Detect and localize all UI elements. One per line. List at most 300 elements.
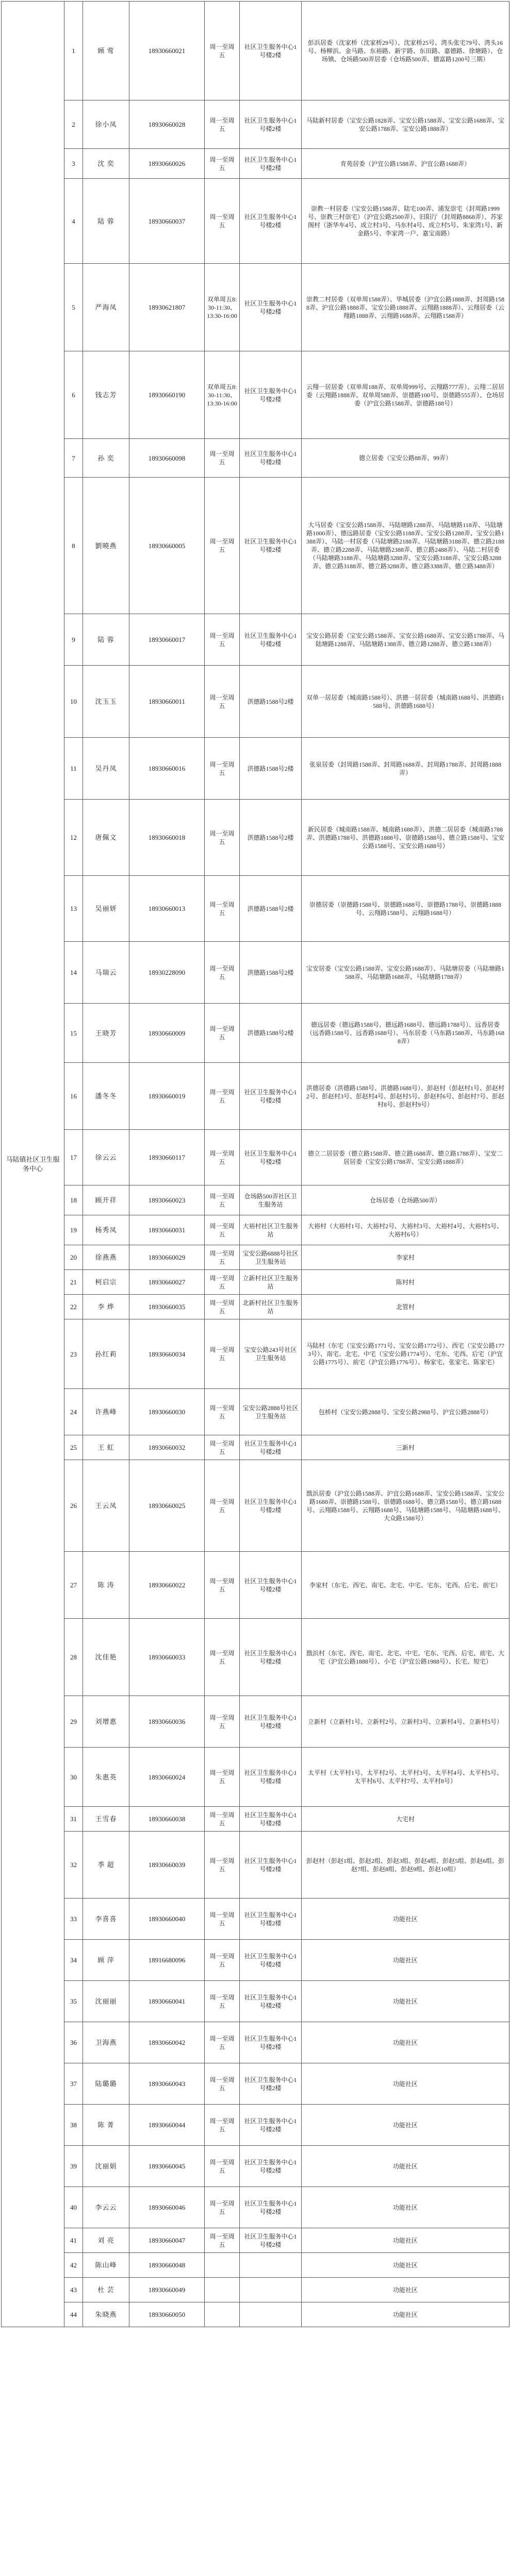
service-location: 社区卫生服务中心1号楼2楼 [240,1063,302,1130]
service-location: 社区卫生服务中心1号楼2楼 [240,1807,302,1832]
table-row [2,1215,509,1245]
row-number: 11 [64,738,83,800]
row-number: 10 [64,666,83,738]
doctor-name: 顾 莺 [83,2,129,100]
service-scope: 德远居委（德远路1588号、德远路1688号、德远路1788号）、远香居委（远香路1588号、远香路1688号）、马东居委（马东路1588弄、马东路1688弄） [302,1004,509,1063]
service-scope: 功能社区 [302,2278,509,2302]
service-hours: 双单周五8:30-11:30、13:30-16:00 [205,264,240,351]
service-location: 宝安公路243号社区卫生服务站 [240,1319,302,1389]
service-scope: 功能社区 [302,2022,509,2063]
phone-number: 18930660038 [129,1807,205,1832]
row-number: 33 [64,1899,83,1940]
phone-number: 18930660045 [129,2146,205,2187]
phone-number: 18930660011 [129,666,205,738]
phone-number: 18930660013 [129,876,205,942]
doctor-name: 李云云 [83,2187,129,2228]
row-number: 39 [64,2146,83,2187]
service-location: 社区卫生服务中心1号楼2楼 [240,2,302,100]
service-scope: 功能社区 [302,2253,509,2278]
service-hours: 周一至周五 [205,1460,240,1552]
service-location: 洪德路1588号2楼 [240,942,302,1004]
service-location: 社区卫生服务中心1号楼2楼 [240,614,302,666]
phone-number: 18930660005 [129,478,205,614]
service-hours: 双单周五8:30-11:30、13:30-16:00 [205,351,240,439]
doctor-name: 许燕峰 [83,1389,129,1435]
service-scope: 崇教一村居委（宝安公路1588弄、陆宅100弄、浦发崇宅（封周路1999号、崇教三村崇宅）（沪宜公路2500弄）、旧阳厅（封周路8868弄）、苏家阁村（浙华车4号、成立村3号、马东村4号、成立村5号、朱家湾1号、新金路5号、李家湾一户、嘉宝南路） [302,179,509,264]
table-row [2,2228,509,2253]
service-location: 社区卫生服务中心1号楼2楼 [240,1552,302,1619]
service-location: 洪德路1588号2楼 [240,666,302,738]
row-number: 27 [64,1552,83,1619]
doctor-name: 陆璐璐 [83,2063,129,2105]
row-number: 28 [64,1619,83,1696]
service-location: 社区卫生服务中心1号楼2楼 [240,2187,302,2228]
service-hours: 周一至周五 [205,100,240,149]
service-location: 社区卫生服务中心1号楼2楼 [240,439,302,478]
table-row [2,1807,509,1832]
service-location: 宝安公路6888号社区卫生服务站 [240,1245,302,1270]
doctor-name: 潘冬冬 [83,1063,129,1130]
row-number: 20 [64,1245,83,1270]
service-table [1,1,509,2327]
service-location: 社区卫生服务中心1号楼2楼 [240,2228,302,2253]
service-location: 社区卫生服务中心1号楼2楼 [240,1981,302,2022]
phone-number: 18930660047 [129,2228,205,2253]
service-hours: 周一至周五 [205,1063,240,1130]
doctor-name: 王雪春 [83,1807,129,1832]
service-scope: 包桥村（宝安公路2888号、宝安公路2988号、沪宜公路2888号） [302,1389,509,1435]
service-hours: 周一至周五 [205,1319,240,1389]
table-row [2,478,509,614]
doctor-name: 王 虹 [83,1435,129,1460]
table-row [2,2302,509,2327]
row-number: 22 [64,1295,83,1319]
doctor-name: 沈丽丽 [83,1981,129,2022]
phone-number: 18930660027 [129,1270,205,1295]
service-hours: 周一至周五 [205,1552,240,1619]
service-hours: 周一至周五 [205,942,240,1004]
service-hours: 周一至周五 [205,1435,240,1460]
row-number: 3 [64,149,83,179]
service-scope: 立新村（立新村1号、立新村2号、立新村3号、立新村4号、立新村5号） [302,1696,509,1748]
row-number: 37 [64,2063,83,2105]
row-number: 8 [64,478,83,614]
phone-number: 18930660033 [129,1619,205,1696]
phone-number: 18930660023 [129,1185,205,1215]
service-scope: 张泉居委（封周路1588弄、封周路1688弄、封周路1788弄、封周路1888弄） [302,738,509,800]
service-scope: 大马居委（宝安公路1588弄、马陆塘路1288弄、马陆塘路118弄、马陆塘路1000弄）、德远路居委（宝安公路1188弄、宝安公路1288弄、宝安公路1388弄）、马陆一村居委（马陆塘路2188弄、马陆塘路3188弄、德立路2188弄、德立路2288弄、马陆塘路2388弄、德立路2488弄）、马陆二村居委（马陆塘路3188弄、马陆塘路3288弄、宝安公路3188弄、宝安公路3288弄、德立路3188弄、德立路3288弄、德立路3388弄、德立路3488弄） [302,478,509,614]
service-scope: 马陆村（东宅（宝安公路1771号、宝安公路1772号）、西宅（宝安公路1773号）、南宅、北宅、中宅（宝安公路1774号）、宅东、宅西、后宅（沪宜公路1775号）、前宅（沪宜公路1776号）、杨家宅、张家宅、陈家宅） [302,1319,509,1389]
table-row [2,1696,509,1748]
service-hours: 周一至周五 [205,1748,240,1807]
doctor-name: 顾 萍 [83,1940,129,1981]
service-location: 洪德路1588号2楼 [240,1004,302,1063]
doctor-name: 杨秀凤 [83,1215,129,1245]
service-location: 社区卫生服务中心1号楼2楼 [240,2022,302,2063]
table-row [2,2105,509,2146]
phone-number: 18930660032 [129,1435,205,1460]
table-row [2,2022,509,2063]
service-scope: 戬浜村（东宅、西宅、南宅、北宅、中宅、宅东、宅西、后宅、前宅、大宅（沪宜公路1888号）、小宅（沪宜公路1988号）、长宅、短宅） [302,1619,509,1696]
table-row [2,439,509,478]
service-location: 社区卫生服务中心1号楼2楼 [240,2063,302,2105]
service-location: 立新村社区卫生服务站 [240,1270,302,1295]
table-row [2,1389,509,1435]
doctor-name: 沈丽娟 [83,2146,129,2187]
row-number: 15 [64,1004,83,1063]
service-scope: 马陆新村居委（宝安公路1828弄、宝安公路1588弄、宝安公路1688弄、宝安公路1788弄、宝安公路1888弄） [302,100,509,149]
service-scope: 云翔一居居委（双单周188弄、双单周999号、云翔路777弄）、云翔二居居委（云翔路1888弄、双单周588弄、崇德路100号、崇德路555弄）、仓场居委（沪宜公路1588弄、崇德路188号） [302,351,509,439]
table-row [2,1245,509,1270]
service-hours: 周一至周五 [205,1940,240,1981]
service-scope: 功能社区 [302,2146,509,2187]
row-number: 1 [64,2,83,100]
service-hours: 周一至周五 [205,478,240,614]
service-location: 社区卫生服务中心1号楼2楼 [240,1832,302,1899]
phone-number: 18930660042 [129,2022,205,2063]
service-location: 洪德路1588号2楼 [240,800,302,876]
service-hours: 周一至周五 [205,1185,240,1215]
phone-number: 18930660017 [129,614,205,666]
phone-number: 18930660021 [129,2,205,100]
phone-number: 18930660029 [129,1245,205,1270]
phone-number: 18930660050 [129,2302,205,2327]
row-number: 40 [64,2187,83,2228]
row-number: 12 [64,800,83,876]
doctor-name: 朱惠英 [83,1748,129,1807]
service-hours: 周一至周五 [205,1130,240,1185]
service-location: 社区卫生服务中心1号楼2楼 [240,351,302,439]
service-scope: 功能社区 [302,2187,509,2228]
service-hours: 周一至周五 [205,1807,240,1832]
service-scope: 李家村（东宅、西宅、南宅、北宅、中宅、宅东、宅西、后宅、前宅） [302,1552,509,1619]
phone-number: 18930660030 [129,1389,205,1435]
service-location: 社区卫生服务中心1号楼2楼 [240,2146,302,2187]
phone-number: 18930660036 [129,1696,205,1748]
service-location [240,2302,302,2327]
service-location: 社区卫生服务中心1号楼2楼 [240,1940,302,1981]
service-location [240,2278,302,2302]
phone-number: 18930660049 [129,2278,205,2302]
row-number: 44 [64,2302,83,2327]
table-row [2,264,509,351]
row-number: 2 [64,100,83,149]
table-body [2,2,509,2327]
row-number: 21 [64,1270,83,1295]
phone-number: 18930660034 [129,1319,205,1389]
doctor-name: 马瑞云 [83,942,129,1004]
row-number: 43 [64,2278,83,2302]
table-row [2,1981,509,2022]
service-scope: 功能社区 [302,1940,509,1981]
doctor-name: 吴丽妍 [83,876,129,942]
service-hours: 周一至周五 [205,2187,240,2228]
doctor-name: 沈玉玉 [83,666,129,738]
service-scope: 戬浜居委（沪宜公路1588弄、沪宜公路1688弄、宝安公路1588弄、宝安公路1688弄、崇德路1588号、崇德路1688号、德立路1588号、德立路1688号、云翔路1588号、云翔路1688号、马陆塘路1588号、马陆塘路1688号、大众路1588号） [302,1460,509,1552]
doctor-name: 徐云云 [83,1130,129,1185]
doctor-name: 沈 奕 [83,149,129,179]
phone-number: 18930660117 [129,1130,205,1185]
phone-number: 18916680096 [129,1940,205,1981]
phone-number: 18930660043 [129,2063,205,2105]
doctor-name: 柯启宗 [83,1270,129,1295]
doctor-name: 王晓芳 [83,1004,129,1063]
service-location: 社区卫生服务中心1号楼2楼 [240,1619,302,1696]
row-number: 19 [64,1215,83,1245]
row-number: 24 [64,1389,83,1435]
table-row [2,1435,509,1460]
service-hours: 周一至周五 [205,149,240,179]
service-scope: 大裕村（大裕村1号、大裕村2号、大裕村3号、大裕村4号、大裕村5号、大裕村6号） [302,1215,509,1245]
table-row [2,738,509,800]
service-scope: 功能社区 [302,1899,509,1940]
service-hours: 周一至周五 [205,2063,240,2105]
row-number: 29 [64,1696,83,1748]
table-row [2,149,509,179]
table-row [2,1748,509,1807]
row-number: 14 [64,942,83,1004]
service-location: 大裕村社区卫生服务站 [240,1215,302,1245]
service-location: 宝安公路2888号社区卫生服务站 [240,1389,302,1435]
row-number: 13 [64,876,83,942]
phone-number: 18930660046 [129,2187,205,2228]
service-scope: 功能社区 [302,2228,509,2253]
service-location: 社区卫生服务中心1号楼2楼 [240,100,302,149]
service-scope: 崇德居委（崇德路1588号、崇德路1688号、崇德路1788号、崇德路1888号、云翔路1588号、云翔路1688号） [302,876,509,942]
service-location: 社区卫生服务中心1号楼2楼 [240,1130,302,1185]
doctor-name: 李 烨 [83,1295,129,1319]
service-hours: 周一至周五 [205,1832,240,1899]
row-number: 38 [64,2105,83,2146]
service-hours: 周一至周五 [205,1215,240,1245]
phone-number: 18930660026 [129,149,205,179]
doctor-name: 季 超 [83,1832,129,1899]
table-row [2,1899,509,1940]
service-scope: 仓场居委（仓场路500弄） [302,1185,509,1215]
phone-number: 18930660041 [129,1981,205,2022]
row-number: 16 [64,1063,83,1130]
row-number: 6 [64,351,83,439]
service-scope: 双单一居居委（城南路1588号）、洪德一居居委（城南路1688号、洪德路1588号、洪德路1688号） [302,666,509,738]
row-number: 30 [64,1748,83,1807]
row-number: 9 [64,614,83,666]
doctor-name: 孙红莉 [83,1319,129,1389]
phone-number: 18930228090 [129,942,205,1004]
table-row [2,1004,509,1063]
doctor-name: 李喜喜 [83,1899,129,1940]
table-row [2,1270,509,1295]
table-row [2,1185,509,1215]
table-row [2,2146,509,2187]
table-row [2,1295,509,1319]
doctor-name: 陈山峰 [83,2253,129,2278]
service-hours: 周一至周五 [205,2022,240,2063]
service-hours: 周一至周五 [205,1270,240,1295]
row-number: 34 [64,1940,83,1981]
phone-number: 18930660019 [129,1063,205,1130]
service-location: 社区卫生服务中心1号楼2楼 [240,1899,302,1940]
phone-number: 18930660022 [129,1552,205,1619]
table-row [2,1319,509,1389]
doctor-name: 卫海燕 [83,2022,129,2063]
doctor-name: 陆 蓉 [83,179,129,264]
phone-number: 18930660039 [129,1832,205,1899]
table-row [2,1460,509,1552]
row-number: 7 [64,439,83,478]
service-location: 社区卫生服务中心1号楼2楼 [240,478,302,614]
service-scope: 彭赵村（彭赵1组、彭赵2组、彭赵3组、彭赵4组、彭赵5组、彭赵6组、彭赵7组、彭赵8组、彭赵9组、彭赵10组） [302,1832,509,1899]
service-scope: 大宅村 [302,1807,509,1832]
table-row [2,2,509,100]
table-row [2,1063,509,1130]
doctor-name: 刘 亮 [83,2228,129,2253]
area-cell: 马陆镇社区卫生服务中心 [2,2,64,2327]
service-hours [205,2278,240,2302]
service-hours: 周一至周五 [205,1245,240,1270]
doctor-name: 陈 菁 [83,2105,129,2146]
service-hours: 周一至周五 [205,666,240,738]
table-row [2,1552,509,1619]
service-scope: 德立居委（宝安公路88弄、99弄） [302,439,509,478]
doctor-name: 朱晓燕 [83,2302,129,2327]
service-scope: 北管村 [302,1295,509,1319]
phone-number: 18930660035 [129,1295,205,1319]
doctor-name: 钱志芳 [83,351,129,439]
row-number: 26 [64,1460,83,1552]
service-hours [205,2253,240,2278]
row-number: 23 [64,1319,83,1389]
phone-number: 18930660190 [129,351,205,439]
row-number: 17 [64,1130,83,1185]
row-number: 25 [64,1435,83,1460]
service-location: 仓场路500弄社区卫生服务站 [240,1185,302,1215]
row-number: 32 [64,1832,83,1899]
service-hours: 周一至周五 [205,2105,240,2146]
service-location: 洪德路1588号2楼 [240,738,302,800]
phone-number: 18930660040 [129,1899,205,1940]
row-number: 4 [64,179,83,264]
service-scope: 崇教二村居委（双单周1588弄）、华城居委（沪宜公路1888弄、封周路1588弄、沪宜公路1888弄、宝安公路1888弄、云翔路1888弄）、云翔居委（云翔路1888弄、云翔路1688弄、云翔路1588弄） [302,264,509,351]
service-hours: 周一至周五 [205,800,240,876]
doctor-name: 严海凤 [83,264,129,351]
phone-number: 18930660025 [129,1460,205,1552]
table-row [2,2187,509,2228]
phone-number: 18930660009 [129,1004,205,1063]
service-scope: 功能社区 [302,1981,509,2022]
phone-number: 18930660037 [129,179,205,264]
row-number: 31 [64,1807,83,1832]
doctor-name: 刘增惠 [83,1696,129,1748]
service-scope: 新民居委（城南路1588弄、城南路1688弄）、洪德二居居委（城南路1788弄、洪德路1788号、洪德路1888号、崇德路1588号、德立路1588号、宝安公路1588号、宝安公路1688号） [302,800,509,876]
table-row [2,1940,509,1981]
doctor-name: 陈 涛 [83,1552,129,1619]
table-row [2,800,509,876]
service-scope: 功能社区 [302,2105,509,2146]
service-scope: 宝安居委（宝安公路1588弄、宝安公路1688弄）、马陆塘居委（马陆塘路1588弄、马陆塘路1688弄、马陆塘路1788弄） [302,942,509,1004]
table-row [2,179,509,264]
doctor-name: 杜 芸 [83,2278,129,2302]
service-scope: 德立二居居委（德立路1588弄、德立路1688弄、德立路1788弄）、宝安二居居委（宝安公路1788弄、宝安公路1888弄） [302,1130,509,1185]
service-location [240,2253,302,2278]
service-scope: 陈村村 [302,1270,509,1295]
service-location: 社区卫生服务中心1号楼2楼 [240,149,302,179]
doctor-name: 劉曉燕 [83,478,129,614]
service-hours: 周一至周五 [205,179,240,264]
service-scope: 宝安公路居委（宝安公路1588弄、宝安公路1688弄、宝安公路1788弄、马陆塘路1288弄、马陆塘路1388弄、德立路1288弄、德立路1388弄） [302,614,509,666]
table-row [2,351,509,439]
table-row [2,2063,509,2105]
doctor-name: 王云凤 [83,1460,129,1552]
phone-number: 18930621807 [129,264,205,351]
table-row [2,2278,509,2302]
service-location: 社区卫生服务中心1号楼2楼 [240,1696,302,1748]
doctor-name: 陆 蓉 [83,614,129,666]
service-hours: 周一至周五 [205,1389,240,1435]
phone-number: 18930660048 [129,2253,205,2278]
service-hours: 周一至周五 [205,1004,240,1063]
service-location: 洪德路1588号2楼 [240,876,302,942]
doctor-name: 唐佩文 [83,800,129,876]
service-hours: 周一至周五 [205,1696,240,1748]
doctor-name: 沈佳艳 [83,1619,129,1696]
service-hours: 周一至周五 [205,2146,240,2187]
table-row [2,100,509,149]
doctor-name: 徐燕燕 [83,1245,129,1270]
table-row [2,1130,509,1185]
table-row [2,2253,509,2278]
table-row [2,1832,509,1899]
row-number: 5 [64,264,83,351]
phone-number: 18930660028 [129,100,205,149]
row-number: 18 [64,1185,83,1215]
service-location: 社区卫生服务中心1号楼2楼 [240,2105,302,2146]
service-hours: 周一至周五 [205,439,240,478]
service-scope: 育苑居委（沪宜公路1588弄、沪宜公路1688弄） [302,149,509,179]
row-number: 41 [64,2228,83,2253]
service-scope: 太平村（太平村1号、太平村2号、太平村3号、太平村4号、太平村5号、太平村6号、太平村7号、太平村8号） [302,1748,509,1807]
service-scope: 功能社区 [302,2302,509,2327]
service-hours: 周一至周五 [205,1899,240,1940]
row-number: 36 [64,2022,83,2063]
service-scope: 洪德居委（洪德路1588号、洪德路1688号）、彭赵村（彭赵村1号、彭赵村2号、彭赵村3号、彭赵村4号、彭赵村5号、彭赵村6号、彭赵村7号、彭赵村8号、彭赵村9号） [302,1063,509,1130]
doctor-name: 徐小凤 [83,100,129,149]
service-hours: 周一至周五 [205,876,240,942]
phone-number: 18930660044 [129,2105,205,2146]
row-number: 35 [64,1981,83,2022]
phone-number: 18930660018 [129,800,205,876]
doctor-name: 顾开祥 [83,1185,129,1215]
service-location: 社区卫生服务中心1号楼2楼 [240,1435,302,1460]
service-location: 社区卫生服务中心1号楼2楼 [240,1460,302,1552]
table-row [2,614,509,666]
phone-number: 18930660024 [129,1748,205,1807]
service-scope: 三新村 [302,1435,509,1460]
phone-number: 18930660031 [129,1215,205,1245]
service-location: 社区卫生服务中心1号楼2楼 [240,264,302,351]
service-location: 社区卫生服务中心1号楼2楼 [240,179,302,264]
service-hours [205,2302,240,2327]
table-row [2,1619,509,1696]
phone-number: 18930660016 [129,738,205,800]
service-scope: 李家村 [302,1245,509,1270]
service-location: 社区卫生服务中心1号楼2楼 [240,1748,302,1807]
table-row [2,666,509,738]
service-hours: 周一至周五 [205,738,240,800]
service-hours: 周一至周五 [205,1295,240,1319]
row-number: 42 [64,2253,83,2278]
service-hours: 周一至周五 [205,614,240,666]
service-scope: 功能社区 [302,2063,509,2105]
